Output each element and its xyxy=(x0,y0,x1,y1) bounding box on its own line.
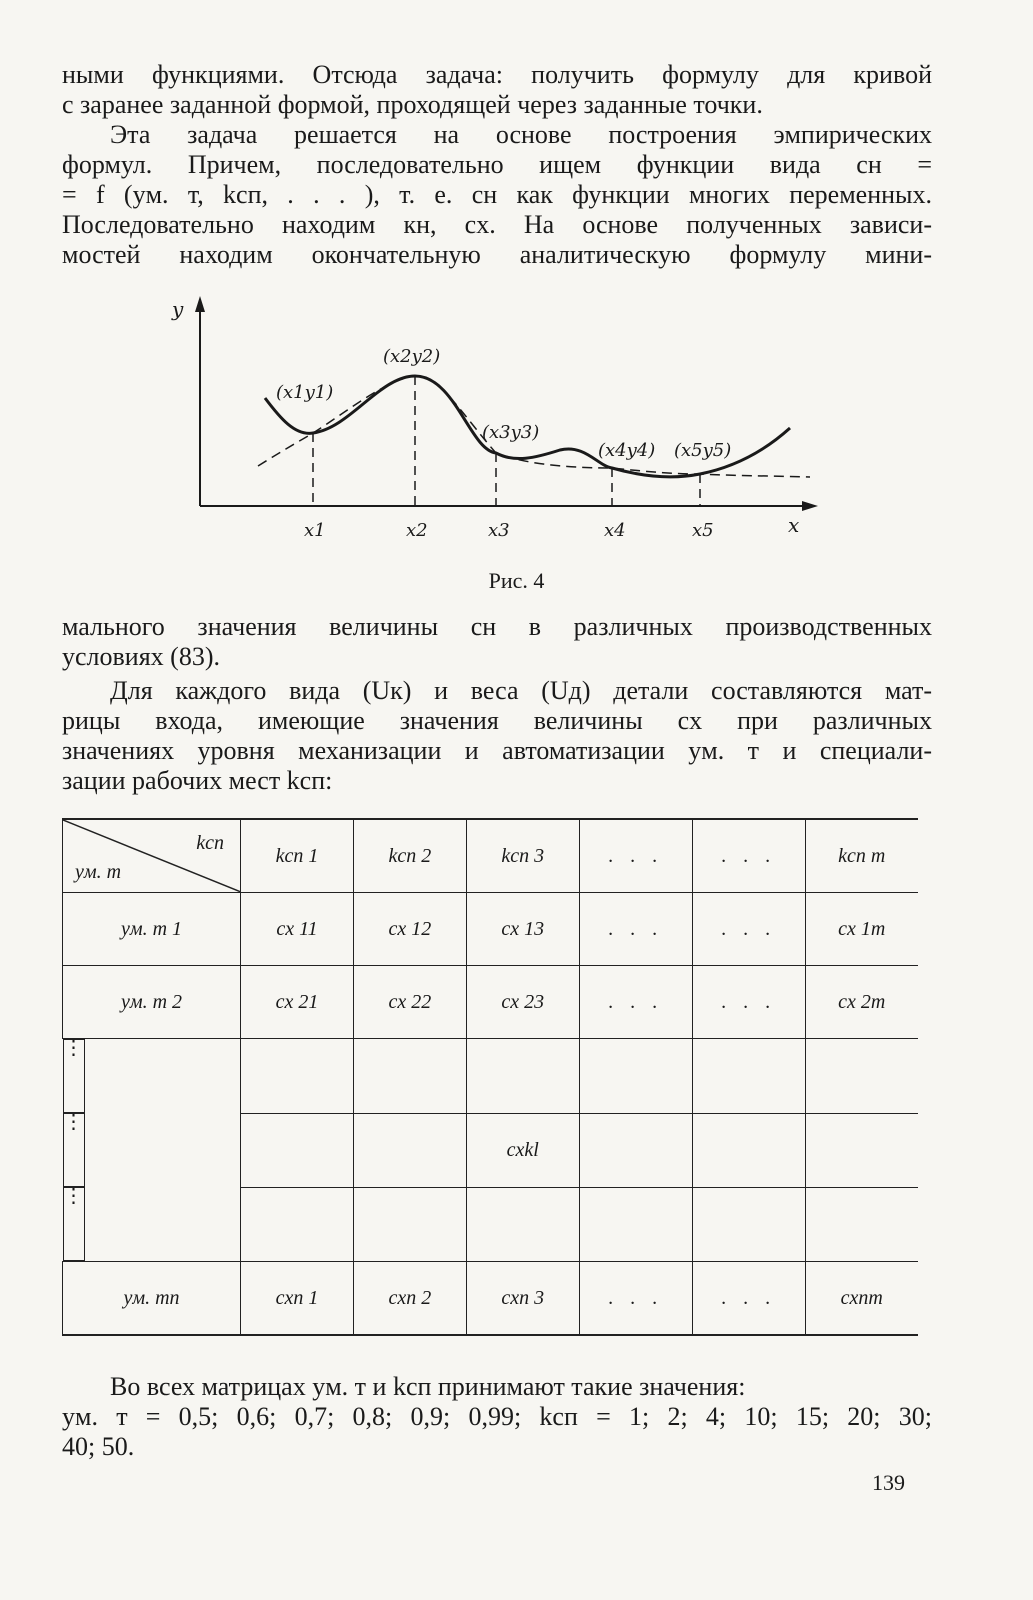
paragraph-matrix-intro xyxy=(62,676,932,796)
corner-row-label: yм. т xyxy=(75,861,122,883)
paragraph-intro xyxy=(62,60,932,270)
text-line: мального значения величины cн в различных производственных xyxy=(62,612,932,641)
table-cell: cх 13 xyxy=(466,893,579,966)
table-cell xyxy=(692,1187,805,1262)
point-label: (x5y5) xyxy=(674,440,732,461)
text-line: = f (yм. т, kсп, . . . ), т. е. cн как функции многих переменных. xyxy=(62,180,932,209)
table-cell: cх 2m xyxy=(805,966,918,1039)
point-label: (x2y2) xyxy=(383,346,441,367)
table-cell: . . . xyxy=(692,1262,805,1336)
row-header: ⋮ xyxy=(63,1187,85,1261)
table-cell xyxy=(579,1187,692,1262)
table-cell: cх 1m xyxy=(805,893,918,966)
column-header: . . . xyxy=(579,819,692,893)
table-cell: cхn 3 xyxy=(466,1262,579,1336)
table-header-row xyxy=(63,819,919,893)
table-cell: cхn 2 xyxy=(353,1262,466,1336)
x-tick-label: x1 xyxy=(304,520,326,541)
table-cell: cх 23 xyxy=(466,966,579,1039)
table-row xyxy=(63,1039,919,1114)
column-header: kсп 3 xyxy=(466,819,579,893)
table-cell xyxy=(579,1113,692,1187)
paragraph-values xyxy=(62,1372,932,1462)
table-cell: cх 12 xyxy=(353,893,466,966)
table-cell xyxy=(241,1113,354,1187)
table-cell xyxy=(353,1187,466,1262)
table-cell: cхn 1 xyxy=(241,1262,354,1336)
page-number: 139 xyxy=(872,1470,905,1495)
y-axis-arrow xyxy=(195,296,205,312)
text-line: зации рабочих мест kсп: xyxy=(62,766,333,795)
text-line: 40; 50. xyxy=(62,1432,135,1461)
text-line: рицы входа, имеющие значения величины cх при различных xyxy=(62,706,932,735)
column-header: kсп 2 xyxy=(353,819,466,893)
table-row xyxy=(63,1187,919,1262)
table-cell: . . . xyxy=(579,966,692,1039)
table-cell: cхkl xyxy=(466,1113,579,1187)
table-cell: cх 11 xyxy=(241,893,354,966)
table-cell xyxy=(805,1113,918,1187)
input-matrix-table xyxy=(62,818,918,1336)
text-line: с заранее заданной формой, проходящей через заданные точки. xyxy=(62,90,763,119)
x-tick-label: x3 xyxy=(488,520,510,541)
row-header: yм. тn xyxy=(63,1262,241,1336)
table-cell xyxy=(805,1187,918,1262)
point-label: (x4y4) xyxy=(598,440,656,461)
column-header: . . . xyxy=(692,819,805,893)
table-cell: . . . xyxy=(692,893,805,966)
table-cell xyxy=(241,1039,354,1114)
x-tick-label: x2 xyxy=(406,520,428,541)
table-cell: . . . xyxy=(692,966,805,1039)
row-header: yм. т 2 xyxy=(63,966,241,1039)
y-axis-label: y xyxy=(172,297,184,321)
table-cell xyxy=(466,1187,579,1262)
text-line: Для каждого вида (Uк) и веса (Uд) детали составляются мат- xyxy=(110,676,932,705)
table-cell xyxy=(466,1039,579,1114)
text-line: Во всех матрицах yм. т и kсп принимают такие значения: xyxy=(110,1372,746,1401)
text-line: yм. т = 0,5; 0,6; 0,7; 0,8; 0,9; 0,99; kсп = 1; 2; 4; 10; 15; 20; 30; xyxy=(62,1402,932,1431)
table-cell: cх 21 xyxy=(241,966,354,1039)
corner-header-cell xyxy=(63,819,241,893)
table-cell xyxy=(353,1039,466,1114)
text-line: мостей находим окончательную аналитическую формулу мини- xyxy=(62,240,932,269)
table-row xyxy=(63,1262,919,1336)
table-cell xyxy=(353,1113,466,1187)
table-cell: cх 22 xyxy=(353,966,466,1039)
table-cell xyxy=(579,1039,692,1114)
row-header: ⋮ xyxy=(63,1113,85,1187)
table-cell xyxy=(692,1113,805,1187)
column-header: kсп 1 xyxy=(241,819,354,893)
x-axis-label: x xyxy=(788,513,800,537)
table-row xyxy=(63,1113,919,1187)
point-label: (x3y3) xyxy=(482,422,540,443)
column-header: kсп m xyxy=(805,819,918,893)
figure-caption: Рис. 4 xyxy=(488,568,545,593)
text-line: значениях уровня механизации и автоматизации yм. т и специали- xyxy=(62,736,932,765)
x-axis-arrow xyxy=(802,501,818,511)
paragraph-continuation xyxy=(62,612,932,672)
text-line: формул. Причем, последовательно ищем функции вида cн = xyxy=(62,150,932,179)
row-header: yм. т 1 xyxy=(63,893,241,966)
table-cell xyxy=(692,1039,805,1114)
table-row xyxy=(63,966,919,1039)
x-tick-label: x4 xyxy=(604,520,626,541)
text-line: Последовательно находим кн, cх. На основе полученных зависи- xyxy=(62,210,932,239)
figure-4-curve-plot xyxy=(170,288,830,558)
text-line: условиях (83). xyxy=(62,642,220,671)
table-cell: cхnm xyxy=(805,1262,918,1336)
table-cell: . . . xyxy=(579,1262,692,1336)
table-cell xyxy=(805,1039,918,1114)
x-tick-label: x5 xyxy=(692,520,714,541)
table-cell: . . . xyxy=(579,893,692,966)
corner-col-label: kсп xyxy=(196,832,224,854)
table-row xyxy=(63,893,919,966)
text-line: Эта задача решается на основе построения эмпирических xyxy=(110,120,932,149)
row-header: ⋮ xyxy=(63,1039,85,1113)
point-label: (x1y1) xyxy=(276,382,334,403)
text-line: ными функциями. Отсюда задача: получить формулу для кривой xyxy=(62,60,932,89)
table-cell xyxy=(241,1187,354,1262)
